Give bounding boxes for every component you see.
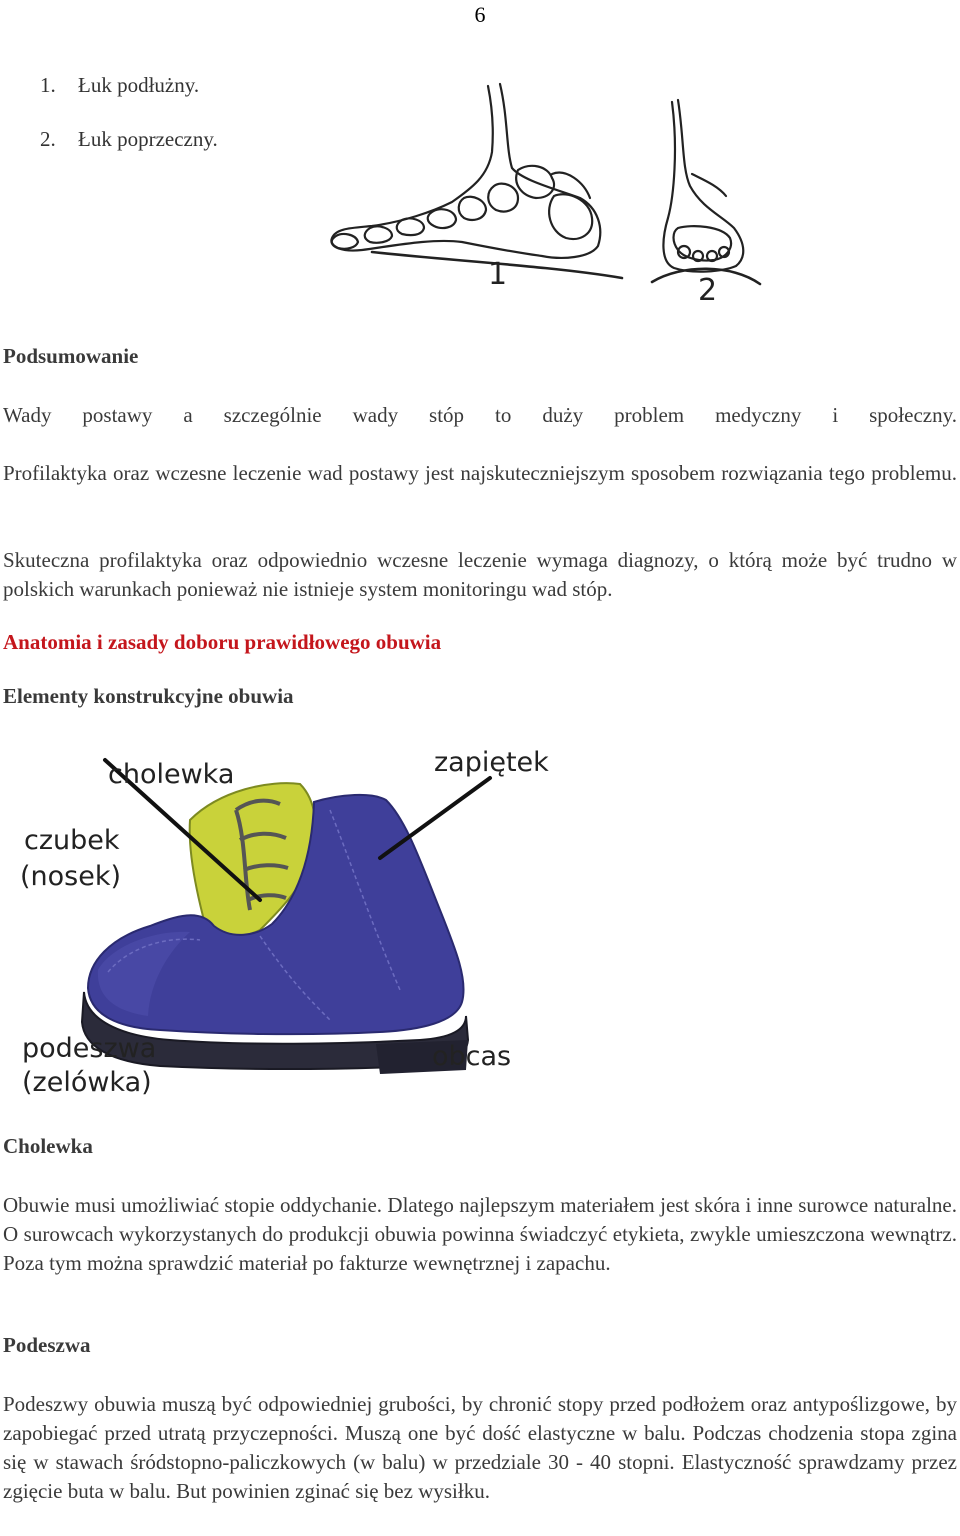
cholewka-heading: Cholewka bbox=[3, 1134, 93, 1158]
podeszwa-heading: Podeszwa bbox=[3, 1333, 91, 1357]
list-text: Łuk podłużny. bbox=[78, 73, 200, 97]
arch-label-2: 2 bbox=[698, 273, 718, 308]
shoe-diagram bbox=[0, 740, 600, 1110]
page-number: 6 bbox=[474, 2, 486, 27]
cholewka-paragraph: Obuwie musi umożliwiać stopie oddychanie. Dlatego najlepszym materiałem jest skóra i inne surowce naturalne. O surowcach wykorzystanych do produkcji obuwia powinna świadczyć etykieta, zwykle umieszczona wewnątrz. Poza tym można sprawdzić materiał po fakturze wewnętrznej i zapachu. bbox=[3, 1193, 957, 1275]
summary-paragraph-2: Profilaktyka oraz wczesne leczenie wad postawy jest najskuteczniejszym sposobem rozwiązania tego problemu. bbox=[3, 461, 957, 485]
anatomy-heading: Anatomia i zasady doboru prawidłowego obuwia bbox=[3, 630, 442, 654]
foot-arches-illustration bbox=[322, 78, 770, 310]
label-zapietek: zapiętek bbox=[434, 747, 549, 778]
label-podeszwa: podeszwa bbox=[22, 1033, 157, 1064]
label-czubek: czubek bbox=[24, 825, 120, 856]
summary-paragraph-3: Skuteczna profilaktyka oraz odpowiednio wczesne leczenie wymaga diagnozy, o którą może być trudno w polskich warunkach ponieważ nie istnieje system monitoringu wad stóp. bbox=[3, 548, 957, 601]
label-obcas: obcas bbox=[432, 1041, 512, 1072]
podeszwa-paragraph: Podeszwy obuwia muszą być odpowiedniej grubości, by chronić stopy przed podłożem oraz antypoślizgowe, by zapobiegać przed utratą przyczepności. Muszą one być dość elastyczne w balu. Podczas chodzenia stopa zgina się w stawach śródstopno-paliczkowych (w balu) w przedziale 30 - 40 stopni. Elastyczność sprawdzamy przez zgięcie buta w balu. But powinien zginać się bez wysiłku. bbox=[3, 1392, 957, 1503]
label-nosek: (nosek) bbox=[20, 861, 122, 892]
list-number: 2. bbox=[40, 127, 56, 151]
label-cholewka: cholewka bbox=[108, 759, 235, 790]
label-zelowka: (zelówka) bbox=[22, 1067, 152, 1098]
list-number: 1. bbox=[40, 73, 56, 97]
list-item bbox=[40, 127, 218, 152]
summary-heading: Podsumowanie bbox=[3, 344, 139, 368]
shoe-elements-heading: Elementy konstrukcyjne obuwia bbox=[3, 684, 294, 708]
arch-label-1: 1 bbox=[488, 257, 508, 292]
list-item bbox=[40, 73, 199, 98]
summary-paragraph-1: Wady postawy a szczególnie wady stóp to duży problem medyczny i społeczny. bbox=[3, 403, 957, 427]
list-text: Łuk poprzeczny. bbox=[78, 127, 218, 151]
